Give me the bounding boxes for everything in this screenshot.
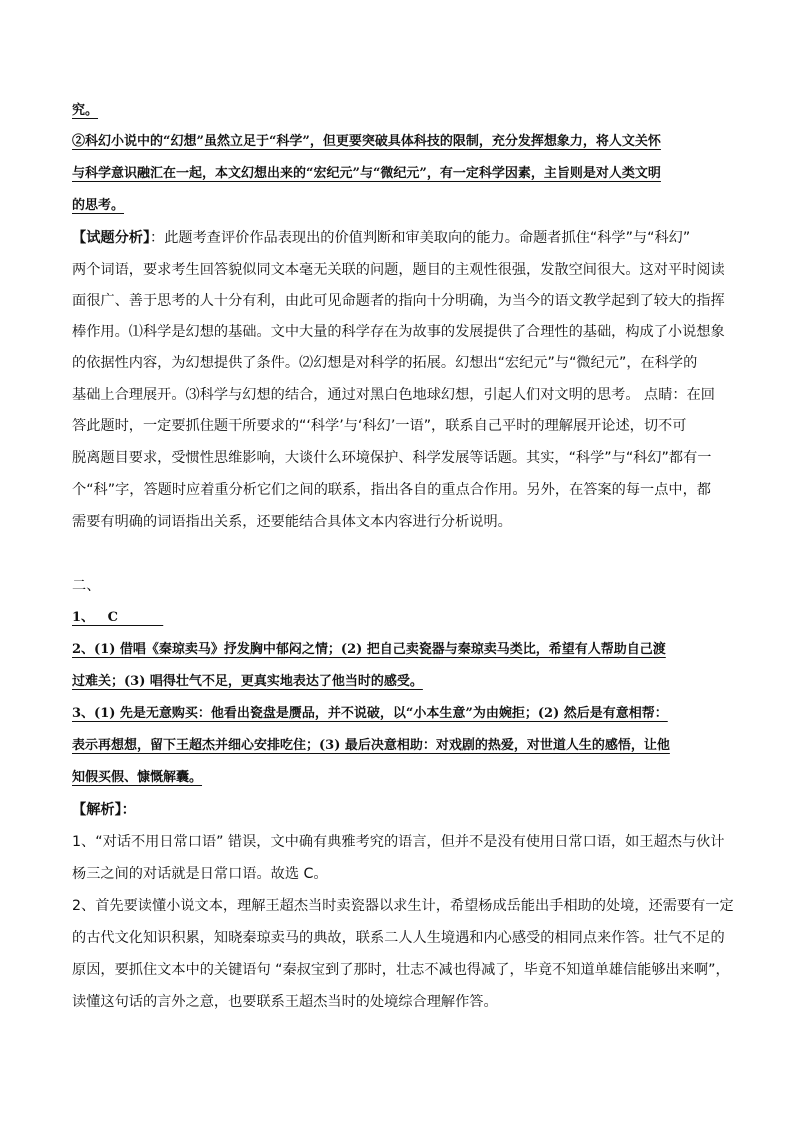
analysis-line: 需要有明确的词语指出关系，还要能结合具体文本内容进行分析说明。: [72, 514, 512, 530]
explanation-line: 原因，要抓住文本中的关键语句 “秦叔宝到了那时，壮志不减也得减了，毕竟不知道单雄信能够出来啊”，: [72, 962, 730, 978]
explanation-line: 2、首先要读懂小说文本，理解王超杰当时卖瓷器以求生计，希望杨成岳能出手相助的处境，还需要有一定: [72, 898, 734, 914]
explanation-label: 【解析】：: [72, 802, 136, 818]
analysis-line: 棒作用。⑴科学是幻想的基础。文中大量的科学存在为故事的发展提供了合理性的基础，构成了小说想象: [72, 324, 725, 340]
analysis-line: [72, 228, 690, 248]
answer-q1: 1、 C: [72, 610, 164, 625]
answer-q3-line: 3、(1) 先是无意购买：他看出瓷盘是赝品，并不说破，以“小本生意”为由婉拒；(2) 然后是有意相帮：: [72, 706, 668, 721]
answer-q2-line: 过难关；(3) 唱得壮气不足，更真实地表达了他当时的感受。: [72, 674, 423, 689]
analysis-line: 答此题时，一定要抓住题干所要求的“‘科学’与‘科幻’一语”，联系自己平时的理解展开论述，切不可: [72, 418, 687, 434]
answer-line: 的思考。: [72, 198, 125, 213]
analysis-line: 基础上合理展开。⑶科学与幻想的结合，通过对黑白色地球幻想，引起人们对文明的思考。 点睛：在回: [72, 387, 715, 403]
section-heading: 二、: [72, 578, 101, 594]
analysis-label: 【试题分析】: [72, 230, 151, 246]
answer-q3-line: 知假买假、慷慨解囊。: [72, 770, 203, 785]
explanation-line: 读懂这句话的言外之意，也要联系王超杰当时的处境综合理解作答。: [72, 994, 498, 1010]
analysis-line: 两个词语，要求考生回答貌似同文本毫无关联的问题，题目的主观性很强，发散空间很大。这对平时阅读: [72, 262, 725, 278]
answer-line: 与科学意识融汇在一起，本文幻想出来的“宏纪元”与“微纪元”，有一定科学因素，主旨则是对人类文明: [72, 166, 661, 181]
explanation-line: 杨三之间的对话就是日常口语。故选 C。: [72, 866, 328, 882]
analysis-text: ：此题考查评价作品表现出的价值判断和审美取向的能力。命题者抓住“科学”与“科幻”: [150, 230, 691, 246]
analysis-line: 面很广、善于思考的人十分有利，由此可见命题者的指向十分明确，为当今的语文教学起到了较大的指挥: [72, 293, 725, 309]
analysis-line: 的依据性内容，为幻想提供了条件。⑵幻想是对科学的拓展。幻想出“宏纪元”与“微纪元”，在科学的: [72, 355, 698, 371]
answer-line: ②科幻小说中的“幻想”虽然立足于“科学”，但更要突破具体科技的限制，充分发挥想象力，将人文关怀: [72, 134, 661, 149]
answer-q2-line: 2、(1) 借唱《秦琼卖马》抒发胸中郁闷之情；(2) 把自己卖瓷器与秦琼卖马类比，希望有人帮助自己渡: [72, 642, 666, 657]
analysis-line: 脱离题目要求，受惯性思维影响，大谈什么环境保护、科学发展等话题。其实，“科学”与“科幻”都有一: [72, 450, 712, 466]
answer-q3-line: 表示再想想，留下王超杰并细心安排吃住；(3) 最后决意相助：对戏剧的热爱，对世道人生的感悟，让他: [72, 738, 670, 753]
answer-line: 究。: [72, 103, 99, 118]
explanation-line: 1、“对话不用日常口语” 错误，文中确有典雅考究的语言，但并不是没有使用日常口语，如王超杰与伙计: [72, 834, 725, 850]
explanation-line: 的古代文化知识积累，知晓秦琼卖马的典故，联系二人人生境遇和内心感受的相同点来作答。壮气不足的: [72, 930, 725, 946]
analysis-line: 个“科”字，答题时应着重分析它们之间的联系，指出各自的重点合作用。另外，在答案的每一点中，都: [72, 482, 711, 498]
